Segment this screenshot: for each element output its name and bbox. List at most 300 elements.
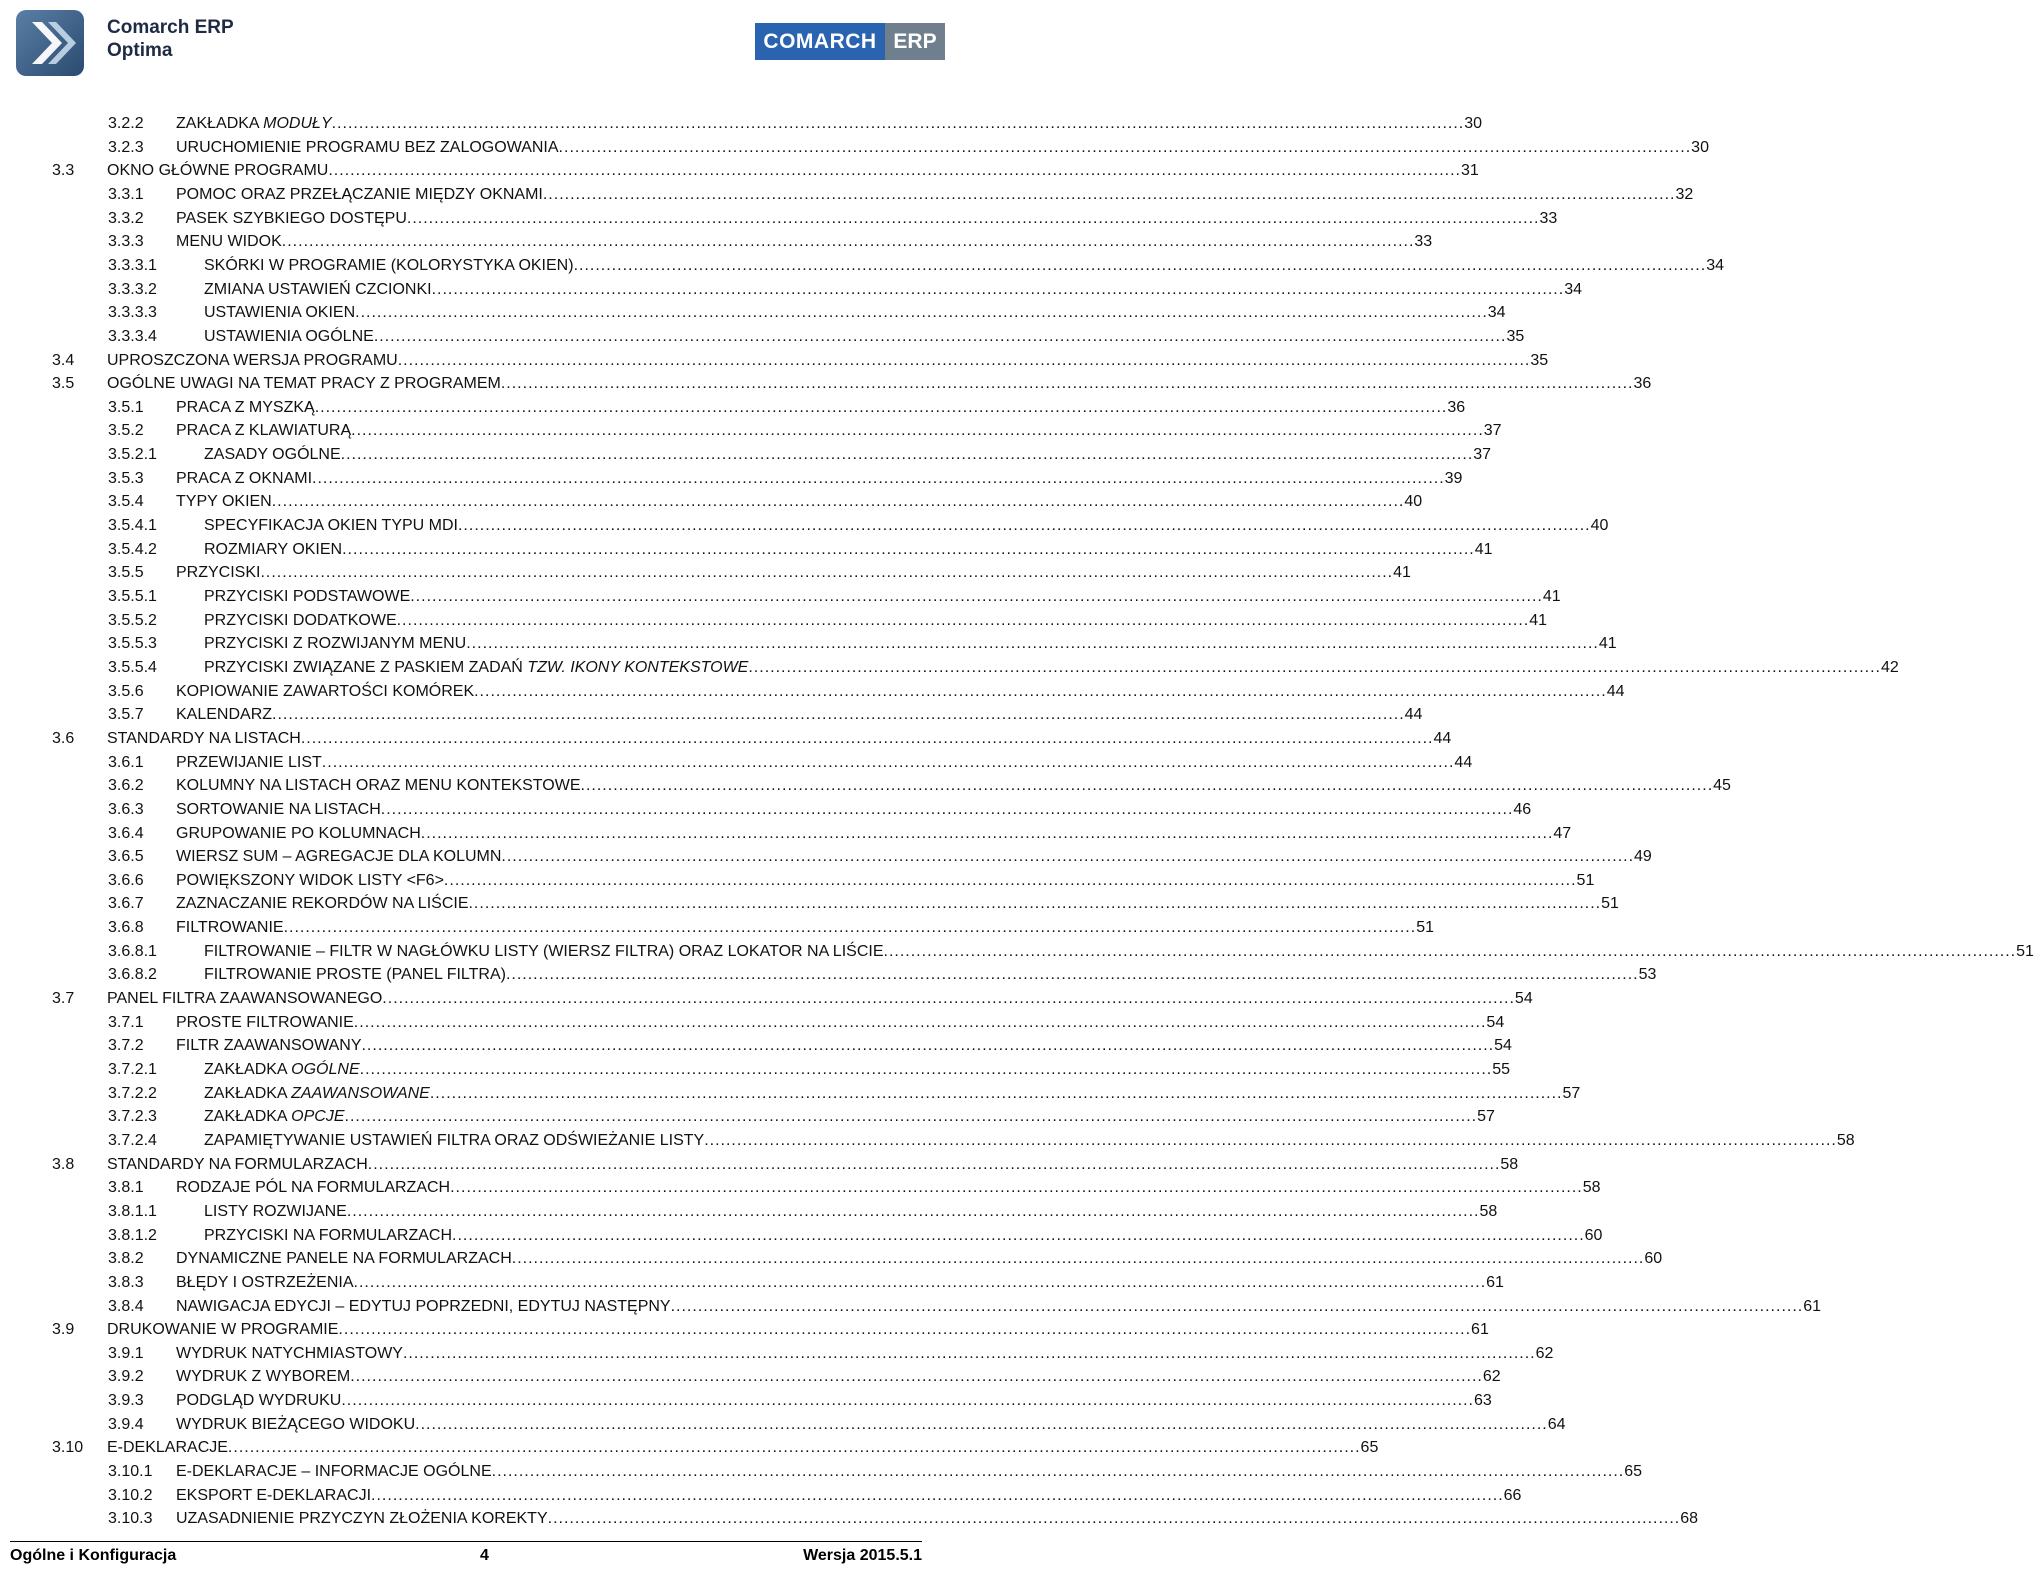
toc-entry[interactable] xyxy=(108,1106,1495,1128)
toc-entry-title-text: DYNAMICZNE PANELE NA FORMULARZACH xyxy=(176,1250,512,1268)
toc-entry-page: 32 xyxy=(1675,185,1694,203)
toc-entry[interactable] xyxy=(108,1508,1699,1530)
toc-entry-title xyxy=(176,775,581,797)
toc-entry-title-text: STANDARDY NA LISTACH xyxy=(107,729,301,747)
toc-entry-number: 3.8.1.2 xyxy=(108,1226,157,1244)
toc-entry-page: 34 xyxy=(1564,280,1582,298)
toc-entry-leader-dots xyxy=(458,515,1591,537)
toc-entry-page: 44 xyxy=(1606,682,1625,700)
toc-entry-leader-dots xyxy=(328,160,1461,182)
toc-entry-leader-dots xyxy=(354,1272,1487,1294)
toc-entry-number: 3.5.1 xyxy=(108,398,144,416)
toc-entry-title-text: BŁĘDY I OSTRZEŻENIA xyxy=(176,1273,354,1291)
toc-entry-title-text: ZAKŁADKA xyxy=(204,1108,292,1126)
toc-entry-title-italic: ZAAWANSOWANE xyxy=(291,1084,430,1102)
toc-entry[interactable] xyxy=(108,397,1466,419)
toc-entry[interactable] xyxy=(108,1083,1581,1105)
toc-entry-title-text: WYDRUK BIEŻĄCEGO WIDOKU xyxy=(176,1415,416,1433)
toc-entry-title-text: ZAKŁADKA xyxy=(204,1061,292,1078)
toc-entry-number: 3.10.1 xyxy=(108,1463,153,1481)
toc-entry-title xyxy=(204,255,574,277)
toc-entry-page: 36 xyxy=(1633,375,1652,393)
toc-entry-number: 3.2.2 xyxy=(108,115,144,132)
toc-entry-leader-dots xyxy=(284,917,1417,939)
toc-entry-title-text: FILTROWANIE xyxy=(176,919,284,937)
page-footer xyxy=(10,1541,922,1575)
toc-entry-number: 3.9.3 xyxy=(108,1392,144,1410)
toc-entry[interactable] xyxy=(108,1177,1601,1199)
toc-entry-page: 58 xyxy=(1836,1131,1855,1149)
toc-entry-page: 33 xyxy=(1414,233,1433,251)
toc-entry-title-text: PRZYCISKI PODSTAWOWE xyxy=(204,588,411,605)
toc-entry[interactable] xyxy=(108,1130,1855,1152)
toc-entry-number: 3.6.7 xyxy=(108,895,144,913)
toc-entry-leader-dots xyxy=(466,633,1599,655)
toc-entry-number: 3.10.2 xyxy=(108,1486,153,1504)
toc-entry[interactable] xyxy=(108,775,1731,797)
toc-entry[interactable] xyxy=(108,113,1483,135)
toc-entry-title-text: PRZYCISKI xyxy=(176,564,261,582)
toc-entry-title xyxy=(176,893,468,915)
toc-entry-title-text: URUCHOMIENIE PROGRAMU BEZ ZALOGOWANIA xyxy=(176,138,559,156)
toc-entry-title xyxy=(204,302,355,324)
toc-entry[interactable] xyxy=(108,444,1492,466)
toc-entry-title xyxy=(204,941,884,963)
footer-page-number: 4 xyxy=(480,1547,489,1564)
toc-entry-leader-dots xyxy=(347,1201,1480,1223)
toc-entry-number: 3.6.3 xyxy=(108,800,144,818)
toc-entry[interactable] xyxy=(108,704,1423,726)
toc-entry-leader-dots xyxy=(452,1225,1585,1247)
toc-entry-title-text: STANDARDY NA FORMULARZACH xyxy=(107,1155,368,1173)
toc-entry[interactable] xyxy=(108,1248,1663,1270)
toc-entry-title-text: PRZYCISKI ZWIĄZANE Z PASKIEM ZADAŃ xyxy=(204,658,528,676)
toc-entry-number: 3.5.5 xyxy=(108,564,144,582)
toc-entry-title xyxy=(176,184,543,206)
toc-entry-title-text: E-DEKLARACJE – INFORMACJE OGÓLNE xyxy=(176,1463,492,1481)
toc-entry[interactable] xyxy=(52,1154,1519,1176)
toc-entry-title xyxy=(176,846,501,868)
toc-entry[interactable] xyxy=(108,302,1506,324)
toc-entry-number: 3.8 xyxy=(52,1155,75,1173)
toc-entry-page: 49 xyxy=(1634,848,1652,866)
toc-entry-leader-dots xyxy=(374,326,1507,348)
toc-entry-leader-dots xyxy=(421,823,1554,845)
toc-entry-title-text: ZAZNACZANIE REKORDÓW NA LIŚCIE xyxy=(176,895,469,913)
toc-entry[interactable] xyxy=(108,420,1502,442)
toc-entry-page: 60 xyxy=(1584,1226,1603,1244)
toc-entry-number: 3.9.4 xyxy=(108,1415,144,1433)
toc-entry[interactable] xyxy=(108,491,1423,513)
toc-entry-number: 3.7.2.4 xyxy=(108,1131,157,1149)
toc-entry-page: 62 xyxy=(1482,1368,1501,1386)
footer-section-title: Ogólne i Konfiguracja xyxy=(10,1547,177,1564)
toc-entry[interactable] xyxy=(108,1035,1512,1057)
toc-entry-leader-dots xyxy=(450,1177,1583,1199)
toc-entry-leader-dots xyxy=(444,870,1577,892)
toc-entry-title xyxy=(176,397,315,419)
toc-entry-title-italic: TZW. IKONY KONTEKSTOWE xyxy=(527,658,749,676)
toc-entry-leader-dots xyxy=(301,728,1434,750)
toc-entry-page: 58 xyxy=(1582,1179,1601,1197)
toc-entry-title xyxy=(204,633,466,655)
toc-entry-title xyxy=(107,728,301,750)
toc-entry-number: 3.6 xyxy=(52,729,75,747)
toc-entry[interactable] xyxy=(108,586,1561,608)
toc-entry-number: 3.7.2 xyxy=(108,1037,144,1055)
toc-entry-title xyxy=(204,1225,452,1247)
toc-entry-page: 65 xyxy=(1360,1439,1379,1457)
toc-entry-number: 3.5.5.4 xyxy=(108,658,157,676)
toc-entry-leader-dots xyxy=(548,1508,1681,1530)
toc-entry-number: 3.3.3.1 xyxy=(108,256,157,274)
toc-entry-leader-dots xyxy=(410,586,1543,608)
toc-entry[interactable] xyxy=(108,1012,1505,1034)
toc-entry-number: 3.8.4 xyxy=(108,1297,144,1315)
toc-entry[interactable] xyxy=(108,1059,1511,1081)
toc-entry-leader-dots xyxy=(260,562,1393,584)
toc-entry[interactable] xyxy=(108,657,1899,679)
toc-entry-title-text: SORTOWANIE NA LISTACH xyxy=(176,800,381,818)
toc-entry-page: 40 xyxy=(1590,517,1609,535)
toc-entry-leader-dots xyxy=(474,681,1607,703)
toc-entry-page: 61 xyxy=(1471,1321,1489,1339)
toc-entry-page: 37 xyxy=(1483,422,1502,440)
erp-logo-text: ERP xyxy=(885,23,945,60)
toc-entry-page: 47 xyxy=(1553,824,1572,842)
toc-entry-number: 3.6.4 xyxy=(108,824,144,842)
toc-entry-title-text: PRACA Z MYSZKĄ xyxy=(176,398,315,416)
toc-entry-leader-dots xyxy=(342,539,1475,561)
toc-entry-page: 55 xyxy=(1492,1061,1511,1078)
toc-entry-number: 3.9.2 xyxy=(108,1368,144,1386)
toc-entry[interactable] xyxy=(108,1296,1822,1318)
toc-entry-title-text: GRUPOWANIE PO KOLUMNACH xyxy=(176,824,421,842)
toc-entry-title xyxy=(176,491,272,513)
toc-entry-page: 60 xyxy=(1644,1250,1663,1268)
toc-entry-page: 45 xyxy=(1713,777,1731,795)
toc-entry-leader-dots xyxy=(332,113,1465,135)
toc-entry-leader-dots xyxy=(574,255,1707,277)
toc-entry-title xyxy=(204,539,342,561)
toc-entry-page: 39 xyxy=(1444,469,1463,487)
toc-entry-title xyxy=(176,562,260,584)
toc-entry-number: 3.6.8.1 xyxy=(108,942,157,960)
toc-entry[interactable] xyxy=(52,1319,1489,1341)
toc-entry[interactable] xyxy=(108,255,1724,277)
toc-entry[interactable] xyxy=(108,941,2034,963)
toc-entry-title xyxy=(204,279,432,301)
toc-entry-page: 35 xyxy=(1530,351,1549,369)
toc-entry[interactable] xyxy=(52,373,1652,395)
toc-entry-leader-dots xyxy=(381,799,1514,821)
toc-entry-number: 3.5.2 xyxy=(108,422,144,440)
toc-entry-leader-dots xyxy=(415,1414,1548,1436)
toc-entry[interactable] xyxy=(108,1414,1566,1436)
toc-entry-title-text: NAWIGACJA EDYCJI – EDYTUJ POPRZEDNI, EDYTUJ NASTĘPNY xyxy=(176,1297,671,1315)
toc-entry-leader-dots xyxy=(671,1296,1804,1318)
page-header xyxy=(0,0,960,95)
toc-entry-title-text: LISTY ROZWIJANE xyxy=(204,1202,347,1220)
toc-entry-leader-dots xyxy=(272,704,1405,726)
toc-entry-title-text: ZAPAMIĘTYWANIE USTAWIEŃ FILTRA ORAZ ODŚWIEŻANIE LISTY xyxy=(204,1131,705,1149)
toc-entry-number: 3.5.5.3 xyxy=(108,635,157,653)
toc-entry[interactable] xyxy=(108,870,1595,892)
toc-entry-title-text: PRZYCISKI NA FORMULARZACH xyxy=(204,1226,453,1244)
toc-entry[interactable] xyxy=(108,1461,1643,1483)
toc-entry-leader-dots xyxy=(884,941,2017,963)
toc-entry[interactable] xyxy=(108,515,1609,537)
brand-line-1: Comarch ERP xyxy=(107,17,234,38)
toc-entry-page: 61 xyxy=(1486,1273,1504,1291)
toc-entry-leader-dots xyxy=(506,964,1639,986)
toc-entry[interactable] xyxy=(108,279,1582,301)
toc-entry-page: 51 xyxy=(2016,942,2034,960)
toc-entry-page: 41 xyxy=(1393,564,1411,582)
toc-entry-number: 3.5.5.2 xyxy=(108,611,157,629)
toc-entry-title xyxy=(107,350,398,372)
toc-entry-title-text: TYPY OKIEN xyxy=(176,493,272,511)
toc-entry[interactable] xyxy=(52,1437,1379,1459)
brand-name xyxy=(107,16,234,62)
toc-entry-leader-dots xyxy=(354,1012,1487,1034)
toc-entry-title xyxy=(176,1177,450,1199)
toc-entry[interactable] xyxy=(108,633,1617,655)
toc-entry-number: 3.10.3 xyxy=(108,1510,153,1528)
toc-entry-number: 3.9 xyxy=(52,1321,75,1339)
toc-entry[interactable] xyxy=(108,1225,1603,1247)
toc-entry-number: 3.6.2 xyxy=(108,777,144,795)
toc-entry-page: 62 xyxy=(1535,1344,1554,1362)
toc-entry[interactable] xyxy=(52,160,1479,182)
toc-entry-title xyxy=(204,444,341,466)
toc-entry[interactable] xyxy=(108,231,1433,253)
toc-entry-title-text: KALENDARZ xyxy=(176,706,273,724)
toc-entry[interactable] xyxy=(52,728,1452,750)
toc-entry-title xyxy=(176,917,284,939)
toc-entry[interactable] xyxy=(52,350,1549,372)
toc-entry-number: 3.5.4.1 xyxy=(108,517,157,535)
toc-entry-title-text: WIERSZ SUM – AGREGACJE DLA KOLUMN xyxy=(176,848,502,866)
toc-entry-title-text: ZAKŁADKA xyxy=(176,115,264,132)
toc-entry-leader-dots xyxy=(432,279,1565,301)
toc-entry-title xyxy=(176,231,282,253)
toc-entry-page: 30 xyxy=(1464,115,1483,132)
toc-entry-page: 68 xyxy=(1680,1510,1699,1528)
toc-entry-page: 35 xyxy=(1506,327,1525,345)
toc-entry-leader-dots xyxy=(341,1390,1474,1412)
toc-entry-page: 44 xyxy=(1433,729,1452,747)
toc-entry-title xyxy=(176,752,322,774)
toc-entry-leader-dots xyxy=(397,610,1530,632)
toc-entry-leader-dots xyxy=(282,231,1415,253)
toc-entry-leader-dots xyxy=(704,1130,1837,1152)
toc-entry-page: 65 xyxy=(1624,1463,1643,1481)
toc-entry-title xyxy=(107,1437,228,1459)
toc-entry-title xyxy=(204,964,506,986)
toc-entry-title xyxy=(204,657,748,679)
toc-entry[interactable] xyxy=(108,799,1532,821)
toc-entry-leader-dots xyxy=(360,1059,1493,1081)
toc-entry-number: 3.5.6 xyxy=(108,682,144,700)
toc-entry-title-text: PANEL FILTRA ZAAWANSOWANEGO xyxy=(107,990,383,1008)
toc-entry-page: 64 xyxy=(1547,1415,1566,1433)
toc-entry-number: 3.3.3.2 xyxy=(108,280,157,298)
toc-entry-title-text: DRUKOWANIE W PROGRAMIE xyxy=(107,1321,339,1339)
toc-entry-leader-dots xyxy=(492,1461,1625,1483)
toc-entry-number: 3.6.1 xyxy=(108,753,144,771)
toc-entry-number: 3.7.2.1 xyxy=(108,1061,157,1078)
toc-entry-title-text: FILTROWANIE – FILTR W NAGŁÓWKU LISTY (WIERSZ FILTRA) ORAZ LOKATOR NA LIŚCIE xyxy=(204,942,884,960)
toc-entry-title xyxy=(176,1485,371,1507)
toc-entry[interactable] xyxy=(108,1272,1504,1294)
toc-entry[interactable] xyxy=(108,1390,1492,1412)
toc-entry-title-text: USTAWIENIA OGÓLNE xyxy=(204,327,374,345)
toc-entry-number: 3.8.3 xyxy=(108,1273,144,1291)
brand-line-2: Optima xyxy=(107,40,173,61)
toc-entry[interactable] xyxy=(108,681,1625,703)
toc-entry-title-text: USTAWIENIA OKIEN xyxy=(204,304,356,322)
toc-entry-title xyxy=(204,1059,360,1081)
toc-entry-leader-dots xyxy=(382,988,1515,1010)
toc-entry[interactable] xyxy=(108,137,1709,159)
toc-entry-title-text: RODZAJE PÓL NA FORMULARZACH xyxy=(176,1179,451,1197)
toc-entry-page: 36 xyxy=(1447,398,1466,416)
toc-entry[interactable] xyxy=(108,208,1558,230)
toc-entry-title xyxy=(176,1248,512,1270)
toc-entry-title-italic: OGÓLNE xyxy=(291,1061,360,1078)
toc-entry-leader-dots xyxy=(351,420,1484,442)
toc-entry-leader-dots xyxy=(355,302,1488,324)
toc-entry-leader-dots xyxy=(559,137,1692,159)
toc-entry-leader-dots xyxy=(272,491,1405,513)
toc-entry-title xyxy=(204,1201,347,1223)
toc-entry-number: 3.6.8 xyxy=(108,919,144,937)
toc-entry-title-text: ROZMIARY OKIEN xyxy=(204,540,343,558)
toc-entry-page: 41 xyxy=(1474,540,1493,558)
toc-entry-title xyxy=(176,1343,403,1365)
toc-entry-page: 66 xyxy=(1503,1486,1522,1504)
toc-entry-title-text: PRACA Z KLAWIATURĄ xyxy=(176,422,352,440)
toc-entry-title xyxy=(176,208,407,230)
toc-entry-title xyxy=(204,1106,345,1128)
toc-entry-number: 3.6.8.2 xyxy=(108,966,157,984)
toc-entry-title xyxy=(176,113,332,135)
toc-entry-title-text: POWIĘKSZONY WIDOK LISTY <F6> xyxy=(176,871,444,889)
toc-entry[interactable] xyxy=(108,539,1493,561)
toc-entry[interactable] xyxy=(108,917,1434,939)
toc-entry-leader-dots xyxy=(368,1154,1501,1176)
toc-entry-title xyxy=(204,610,397,632)
toc-entry-title-text: MENU WIDOK xyxy=(176,233,282,251)
toc-entry-number: 3.5.5.1 xyxy=(108,588,157,605)
toc-entry-title-text: PASEK SZYBKIEGO DOSTĘPU xyxy=(176,209,407,227)
toc-entry-number: 3.5.4 xyxy=(108,493,144,511)
toc-entry-number: 3.3.3.3 xyxy=(108,304,157,322)
toc-entry-leader-dots xyxy=(371,1485,1504,1507)
toc-entry-number: 3.3.3 xyxy=(108,233,144,251)
toc-entry-page: 40 xyxy=(1404,493,1423,511)
toc-entry-title xyxy=(176,1296,671,1318)
toc-entry[interactable] xyxy=(108,562,1411,584)
toc-entry-title-italic: MODUŁY xyxy=(263,115,332,132)
toc-entry-page: 31 xyxy=(1460,162,1479,180)
toc-entry-page: 63 xyxy=(1473,1392,1492,1410)
toc-entry-number: 3.5.4.2 xyxy=(108,540,157,558)
comarch-erp-optima-logo-icon xyxy=(14,8,86,78)
toc-entry-leader-dots xyxy=(350,1366,1483,1388)
toc-entry-title-text: EKSPORT E-DEKLARACJI xyxy=(176,1486,372,1504)
toc-entry-page: 42 xyxy=(1880,658,1899,676)
toc-entry-title-italic: OPCJE xyxy=(291,1108,345,1126)
toc-entry[interactable] xyxy=(108,184,1694,206)
toc-entry[interactable] xyxy=(108,846,1652,868)
toc-entry-title xyxy=(204,1130,704,1152)
toc-entry[interactable] xyxy=(108,964,1657,986)
comarch-logo-text: COMARCH xyxy=(755,23,885,60)
toc-entry[interactable] xyxy=(108,468,1463,490)
toc-entry-title-text: ZMIANA USTAWIEŃ CZCIONKI xyxy=(204,280,432,298)
footer-version: Wersja 2015.5.1 xyxy=(803,1547,922,1564)
toc-entry[interactable] xyxy=(108,326,1525,348)
toc-entry[interactable] xyxy=(108,1343,1554,1365)
toc-entry-leader-dots xyxy=(512,1248,1645,1270)
toc-entry-page: 61 xyxy=(1803,1297,1822,1315)
toc-entry-title-text: PRACA Z OKNAMI xyxy=(176,469,313,487)
toc-entry-number: 3.5.3 xyxy=(108,469,144,487)
toc-entry-leader-dots xyxy=(748,657,1881,679)
toc-entry-title xyxy=(176,1508,548,1530)
toc-entry-title xyxy=(176,870,444,892)
toc-entry[interactable] xyxy=(108,1366,1501,1388)
toc-entry-number: 3.7.1 xyxy=(108,1013,144,1031)
toc-entry[interactable] xyxy=(108,1485,1522,1507)
toc-entry-title xyxy=(176,1366,350,1388)
toc-entry-page: 44 xyxy=(1454,753,1473,771)
toc-entry-page: 58 xyxy=(1479,1202,1498,1220)
toc-entry-number: 3.3.1 xyxy=(108,185,144,203)
toc-entry[interactable] xyxy=(108,610,1548,632)
toc-entry-page: 53 xyxy=(1638,966,1657,984)
toc-entry-page: 41 xyxy=(1529,611,1548,629)
toc-entry[interactable] xyxy=(52,988,1533,1010)
toc-entry-title xyxy=(204,326,374,348)
toc-entry-page: 41 xyxy=(1598,635,1617,653)
toc-entry[interactable] xyxy=(108,893,1619,915)
toc-entry-title xyxy=(204,1083,430,1105)
toc-entry-leader-dots xyxy=(345,1106,1478,1128)
toc-entry-title xyxy=(176,1035,361,1057)
toc-entry-title xyxy=(107,373,501,395)
toc-entry-leader-dots xyxy=(407,208,1540,230)
toc-entry-title-text: PRZEWIJANIE LIST xyxy=(176,753,322,771)
toc-entry-number: 3.4 xyxy=(52,351,75,369)
toc-entry-leader-dots xyxy=(501,846,1634,868)
toc-entry-number: 3.3 xyxy=(52,162,75,180)
toc-entry[interactable] xyxy=(108,1201,1498,1223)
toc-entry-leader-dots xyxy=(398,350,1531,372)
toc-entry-leader-dots xyxy=(341,444,1474,466)
toc-entry-number: 3.5 xyxy=(52,375,75,393)
toc-entry-number: 3.8.2 xyxy=(108,1250,144,1268)
toc-entry-page: 54 xyxy=(1514,990,1533,1008)
toc-entry-title-text: ZASADY OGÓLNE xyxy=(204,446,341,464)
toc-entry-number: 3.6.5 xyxy=(108,848,144,866)
comarch-erp-logo xyxy=(755,23,945,60)
toc-entry-page: 34 xyxy=(1706,256,1724,274)
toc-entry[interactable] xyxy=(108,823,1572,845)
toc-entry[interactable] xyxy=(108,752,1473,774)
